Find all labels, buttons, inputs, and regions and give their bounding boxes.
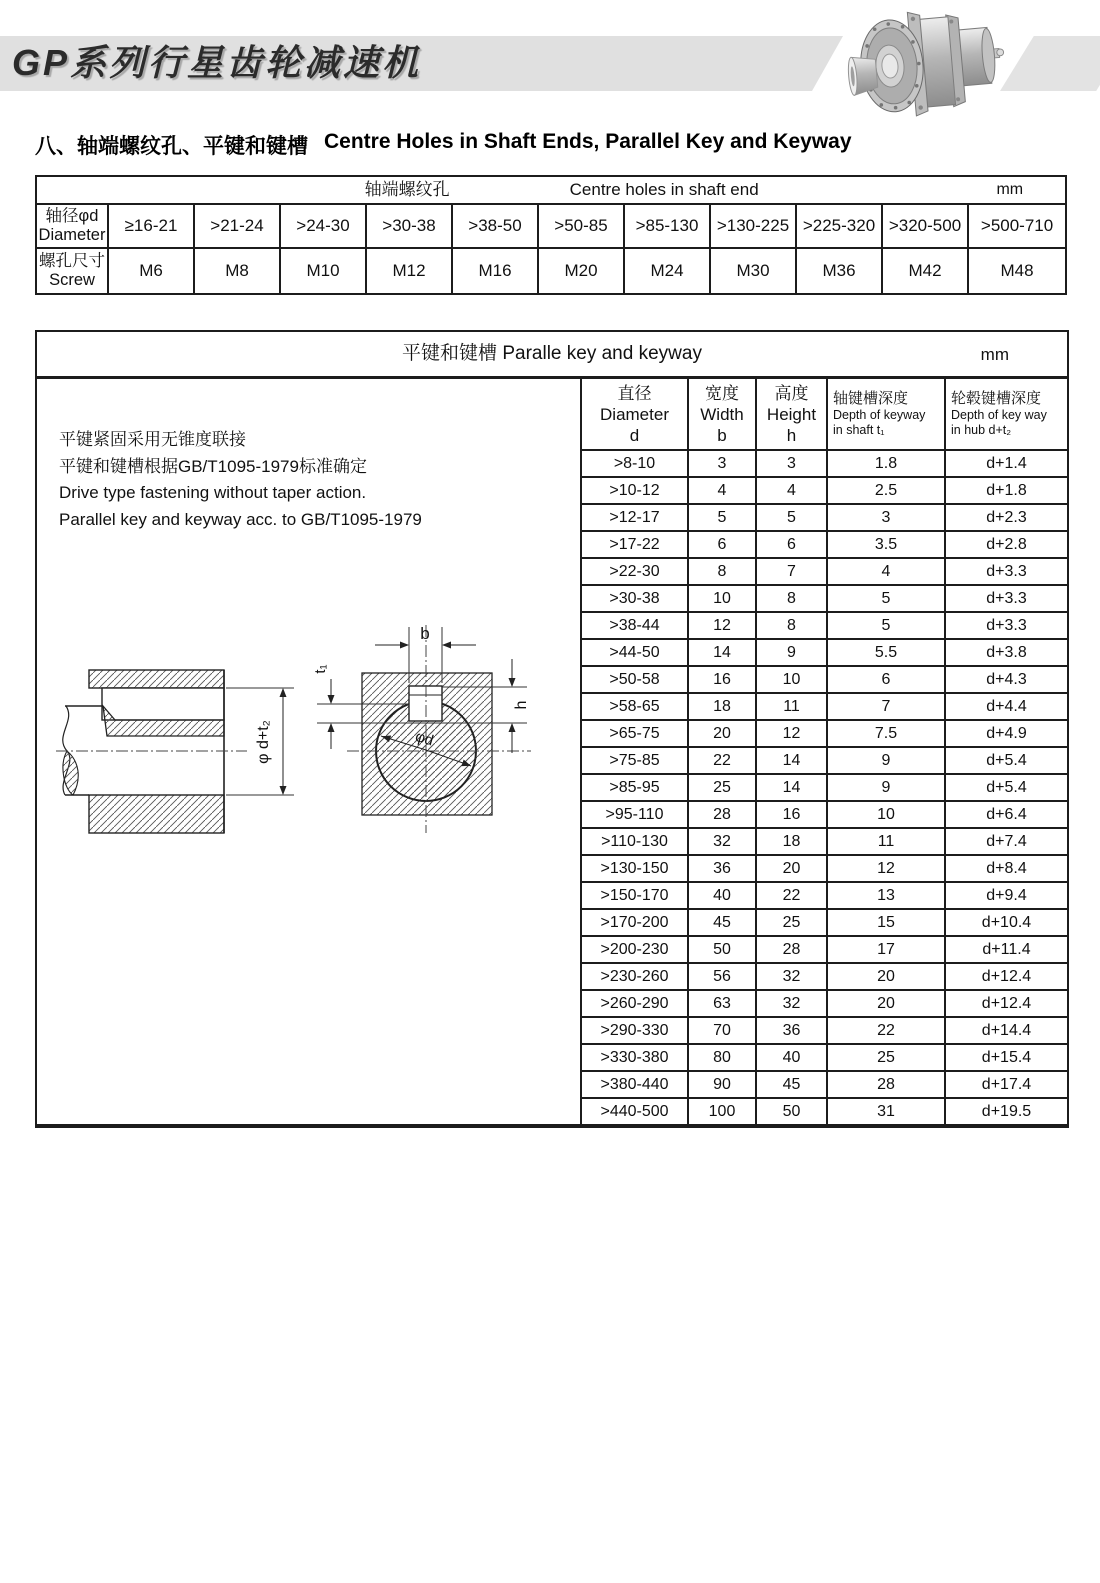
keyway-cell: >200-230 xyxy=(582,936,688,963)
diameter-range-cell: ≥16-21 xyxy=(108,204,194,248)
keyway-cell: d+5.4 xyxy=(945,747,1067,774)
keyway-row xyxy=(582,666,1067,693)
keyway-cell: >8-10 xyxy=(582,450,688,477)
keyway-cell: 25 xyxy=(827,1044,945,1071)
keyway-cell: d+1.4 xyxy=(945,450,1067,477)
keyway-cell: 5 xyxy=(827,612,945,639)
keyway-notes xyxy=(59,427,422,533)
keyway-cell: d+3.3 xyxy=(945,585,1067,612)
keyway-cell: >22-30 xyxy=(582,558,688,585)
keyway-cell: 16 xyxy=(756,801,827,828)
keyway-table-title: 平键和键槽 Paralle key and keyway xyxy=(402,343,702,364)
keyway-cell: d+10.4 xyxy=(945,909,1067,936)
keyway-cell: d+3.3 xyxy=(945,612,1067,639)
keyway-cell: 90 xyxy=(688,1071,756,1098)
keyway-cell: 15 xyxy=(827,909,945,936)
keyway-cell: 45 xyxy=(756,1071,827,1098)
keyway-cell: 6 xyxy=(688,531,756,558)
keyway-row xyxy=(582,693,1067,720)
keyway-row xyxy=(582,477,1067,504)
keyway-row xyxy=(582,1098,1067,1124)
product-series-title: GP系列行星齿轮减速机 xyxy=(12,42,422,83)
keyway-cell: >10-12 xyxy=(582,477,688,504)
header-decor-parallelogram xyxy=(1000,36,1100,91)
keyway-row xyxy=(582,612,1067,639)
keyway-cell: 8 xyxy=(756,612,827,639)
keyway-cell: 10 xyxy=(756,666,827,693)
keyway-cell: 7 xyxy=(756,558,827,585)
keyway-cell: d+9.4 xyxy=(945,882,1067,909)
keyway-cell: 4 xyxy=(827,558,945,585)
keyway-row xyxy=(582,720,1067,747)
screw-size-cell: M36 xyxy=(796,248,882,294)
keyway-cell: 17 xyxy=(827,936,945,963)
keyway-cell: 20 xyxy=(827,990,945,1017)
keyway-row xyxy=(582,585,1067,612)
keyway-cell: d+4.3 xyxy=(945,666,1067,693)
keyway-cell: >110-130 xyxy=(582,828,688,855)
keyway-cell: 32 xyxy=(756,990,827,1017)
keyway-cell: d+4.9 xyxy=(945,720,1067,747)
keyway-cell: 40 xyxy=(756,1044,827,1071)
keyway-notes-and-drawings xyxy=(37,379,582,1124)
keyway-cell: d+17.4 xyxy=(945,1071,1067,1098)
diameter-range-cell: >50-85 xyxy=(538,204,624,248)
screw-size-cell: M48 xyxy=(968,248,1066,294)
keyway-cell: 18 xyxy=(688,693,756,720)
diameter-range-cell: >130-225 xyxy=(710,204,796,248)
keyway-cell: 28 xyxy=(827,1071,945,1098)
keyway-cell: >75-85 xyxy=(582,747,688,774)
keyway-cell: >330-380 xyxy=(582,1044,688,1071)
dim-label-phi-d: φd xyxy=(413,727,436,750)
screw-size-cell: M10 xyxy=(280,248,366,294)
keyway-row xyxy=(582,828,1067,855)
keyway-cell: 50 xyxy=(688,936,756,963)
keyway-cell: >130-150 xyxy=(582,855,688,882)
keyway-header-row xyxy=(582,379,1067,450)
keyway-cell: 25 xyxy=(756,909,827,936)
keyway-row xyxy=(582,963,1067,990)
keyway-cell: 7.5 xyxy=(827,720,945,747)
keyway-cell: 9 xyxy=(827,747,945,774)
keyway-cell: 10 xyxy=(688,585,756,612)
keyway-row xyxy=(582,801,1067,828)
keyway-cell: 20 xyxy=(688,720,756,747)
shaft-hub-section-drawing xyxy=(51,603,301,868)
keyway-row xyxy=(582,936,1067,963)
keyway-cell: 50 xyxy=(756,1098,827,1124)
col-header-depth-hub: 轮毂键槽深度 Depth of key way in hub d+t₂ xyxy=(945,379,1067,450)
screw-size-cell: M6 xyxy=(108,248,194,294)
screw-size-cell: M30 xyxy=(710,248,796,294)
keyway-cell: 9 xyxy=(756,639,827,666)
note-line: 平键和键槽根据GB/T1095-1979标准确定 xyxy=(59,456,367,476)
keyway-row xyxy=(582,504,1067,531)
keyway-cell: >38-44 xyxy=(582,612,688,639)
keyway-cell: 6 xyxy=(756,531,827,558)
keyway-cell: 100 xyxy=(688,1098,756,1124)
keyway-cell: 20 xyxy=(756,855,827,882)
keyway-cell: 32 xyxy=(688,828,756,855)
keyway-cell: 5 xyxy=(688,504,756,531)
keyway-cell: d+1.8 xyxy=(945,477,1067,504)
keyway-cell: 22 xyxy=(827,1017,945,1044)
keyway-cell: d+11.4 xyxy=(945,936,1067,963)
note-line: Parallel key and keyway acc. to GB/T1095-1979 xyxy=(59,509,422,529)
keyway-cell: >380-440 xyxy=(582,1071,688,1098)
section-title-en: Centre Holes in Shaft Ends, Parallel Key and Keyway xyxy=(324,130,852,153)
keyway-cell: d+2.8 xyxy=(945,531,1067,558)
keyway-cell: 14 xyxy=(756,747,827,774)
keyway-cell: 40 xyxy=(688,882,756,909)
keyway-cell: d+3.3 xyxy=(945,558,1067,585)
keyway-cell: 5 xyxy=(756,504,827,531)
keyway-cell: 28 xyxy=(756,936,827,963)
keyway-cell: 3 xyxy=(827,504,945,531)
keyway-cell: 22 xyxy=(756,882,827,909)
keyway-row xyxy=(582,639,1067,666)
centre-holes-title-en: Centre holes in shaft end xyxy=(569,180,759,199)
keyway-cell: 4 xyxy=(756,477,827,504)
keyway-cell: d+5.4 xyxy=(945,774,1067,801)
keyway-cell: d+4.4 xyxy=(945,693,1067,720)
screw-size-cell: M42 xyxy=(882,248,968,294)
keyway-row xyxy=(582,882,1067,909)
keyway-cell: >440-500 xyxy=(582,1098,688,1124)
note-line: Drive type fastening without taper action. xyxy=(59,483,367,502)
keyway-row xyxy=(582,1071,1067,1098)
keyway-cell: 31 xyxy=(827,1098,945,1124)
dim-label-h: h xyxy=(513,700,530,710)
keyway-cell: 2.5 xyxy=(827,477,945,504)
col-header-depth-shaft: 轴键槽深度 Depth of keyway in shaft t₁ xyxy=(827,379,945,450)
keyway-table-unit: mm xyxy=(980,345,1009,364)
keyway-cell: 56 xyxy=(688,963,756,990)
keyway-table-title-row xyxy=(37,332,1067,379)
keyway-cell: 20 xyxy=(827,963,945,990)
keyway-cell: >65-75 xyxy=(582,720,688,747)
keyway-data-table xyxy=(582,379,1067,1124)
keyway-row xyxy=(582,990,1067,1017)
keyway-cell: 6 xyxy=(827,666,945,693)
keyway-cell: >230-260 xyxy=(582,963,688,990)
keyway-cell: 3 xyxy=(756,450,827,477)
centre-holes-title-row xyxy=(36,176,1066,204)
keyway-row xyxy=(582,1044,1067,1071)
keyway-row xyxy=(582,774,1067,801)
keyway-cell: 8 xyxy=(688,558,756,585)
diameter-range-cell: >500-710 xyxy=(968,204,1066,248)
keyway-cell: d+12.4 xyxy=(945,963,1067,990)
screw-row-label: 螺孔尺寸 Screw xyxy=(36,248,108,294)
screw-size-cell: M16 xyxy=(452,248,538,294)
section-title xyxy=(35,130,852,160)
keyway-cell: >50-58 xyxy=(582,666,688,693)
keyway-cell: 45 xyxy=(688,909,756,936)
keyway-cell: 12 xyxy=(827,855,945,882)
keyway-cell: 3 xyxy=(688,450,756,477)
keyway-cell: 10 xyxy=(827,801,945,828)
keyway-cell: 80 xyxy=(688,1044,756,1071)
keyway-cell: d+12.4 xyxy=(945,990,1067,1017)
keyway-cell: d+8.4 xyxy=(945,855,1067,882)
centre-holes-unit: mm xyxy=(996,181,1024,198)
keyway-cell: 12 xyxy=(688,612,756,639)
screw-size-cell: M12 xyxy=(366,248,452,294)
shaft-cross-section-drawing xyxy=(295,603,545,868)
keyway-cell: d+2.3 xyxy=(945,504,1067,531)
keyway-table xyxy=(35,330,1069,1128)
keyway-cell: 18 xyxy=(756,828,827,855)
keyway-cell: 14 xyxy=(756,774,827,801)
keyway-cell: d+7.4 xyxy=(945,828,1067,855)
keyway-cell: 36 xyxy=(688,855,756,882)
keyway-row xyxy=(582,531,1067,558)
keyway-cell: 63 xyxy=(688,990,756,1017)
keyway-row xyxy=(582,558,1067,585)
diameter-range-cell: >30-38 xyxy=(366,204,452,248)
keyway-cell: d+3.8 xyxy=(945,639,1067,666)
keyway-row xyxy=(582,855,1067,882)
keyway-cell: 3.5 xyxy=(827,531,945,558)
keyway-cell: d+14.4 xyxy=(945,1017,1067,1044)
keyway-cell: 70 xyxy=(688,1017,756,1044)
keyway-cell: >170-200 xyxy=(582,909,688,936)
keyway-cell: >260-290 xyxy=(582,990,688,1017)
col-header-width: 宽度 Width b xyxy=(688,379,756,450)
diameter-range-cell: >225-320 xyxy=(796,204,882,248)
keyway-cell: 5 xyxy=(827,585,945,612)
keyway-cell: >95-110 xyxy=(582,801,688,828)
keyway-cell: 13 xyxy=(827,882,945,909)
screw-size-cell: M24 xyxy=(624,248,710,294)
dim-label-b: b xyxy=(420,624,430,643)
keyway-row xyxy=(582,450,1067,477)
keyway-cell: 22 xyxy=(688,747,756,774)
keyway-cell: >85-95 xyxy=(582,774,688,801)
diameter-range-cell: >38-50 xyxy=(452,204,538,248)
keyway-row xyxy=(582,1017,1067,1044)
keyway-row xyxy=(582,747,1067,774)
section-title-zh: 八、轴端螺纹孔、平键和键槽 xyxy=(35,135,308,158)
keyway-cell: 7 xyxy=(827,693,945,720)
keyway-cell: 14 xyxy=(688,639,756,666)
keyway-cell: >30-38 xyxy=(582,585,688,612)
keyway-cell: >150-170 xyxy=(582,882,688,909)
keyway-cell: >17-22 xyxy=(582,531,688,558)
keyway-cell: >58-65 xyxy=(582,693,688,720)
diameter-range-cell: >320-500 xyxy=(882,204,968,248)
keyway-cell: 25 xyxy=(688,774,756,801)
diameter-range-cell: >24-30 xyxy=(280,204,366,248)
screw-size-cell: M20 xyxy=(538,248,624,294)
keyway-cell: 36 xyxy=(756,1017,827,1044)
note-line: 平键紧固采用无锥度联接 xyxy=(59,430,246,449)
dim-label-t1: t₁ xyxy=(312,664,329,674)
keyway-cell: >290-330 xyxy=(582,1017,688,1044)
gearbox-image xyxy=(842,5,1008,121)
keyway-cell: 5.5 xyxy=(827,639,945,666)
col-header-diameter: 直径 Diameter d xyxy=(582,379,688,450)
keyway-cell: 11 xyxy=(756,693,827,720)
screw-size-row xyxy=(36,248,1066,294)
keyway-cell: 1.8 xyxy=(827,450,945,477)
diameter-range-cell: >21-24 xyxy=(194,204,280,248)
keyway-cell: d+6.4 xyxy=(945,801,1067,828)
keyway-cell: >44-50 xyxy=(582,639,688,666)
keyway-cell: 9 xyxy=(827,774,945,801)
keyway-cell: 11 xyxy=(827,828,945,855)
keyway-row xyxy=(582,909,1067,936)
keyway-rows xyxy=(582,450,1067,1124)
keyway-cell: 28 xyxy=(688,801,756,828)
keyway-cell: d+19.5 xyxy=(945,1098,1067,1124)
keyway-cell: 4 xyxy=(688,477,756,504)
shaft-diameter-row xyxy=(36,204,1066,248)
screw-size-cell: M8 xyxy=(194,248,280,294)
centre-holes-title-zh: 轴端螺纹孔 xyxy=(364,180,450,199)
col-header-height: 高度 Height h xyxy=(756,379,827,450)
keyway-cell: 12 xyxy=(756,720,827,747)
keyway-cell: 32 xyxy=(756,963,827,990)
centre-holes-table xyxy=(35,175,1065,295)
keyway-cell: 16 xyxy=(688,666,756,693)
keyway-cell: d+15.4 xyxy=(945,1044,1067,1071)
dim-label-phi-d-t2: φ d+t₂ xyxy=(255,720,272,764)
diameter-row-label: 轴径φd Diameter xyxy=(36,204,108,248)
keyway-cell: >12-17 xyxy=(582,504,688,531)
keyway-cell: 8 xyxy=(756,585,827,612)
diameter-range-cell: >85-130 xyxy=(624,204,710,248)
